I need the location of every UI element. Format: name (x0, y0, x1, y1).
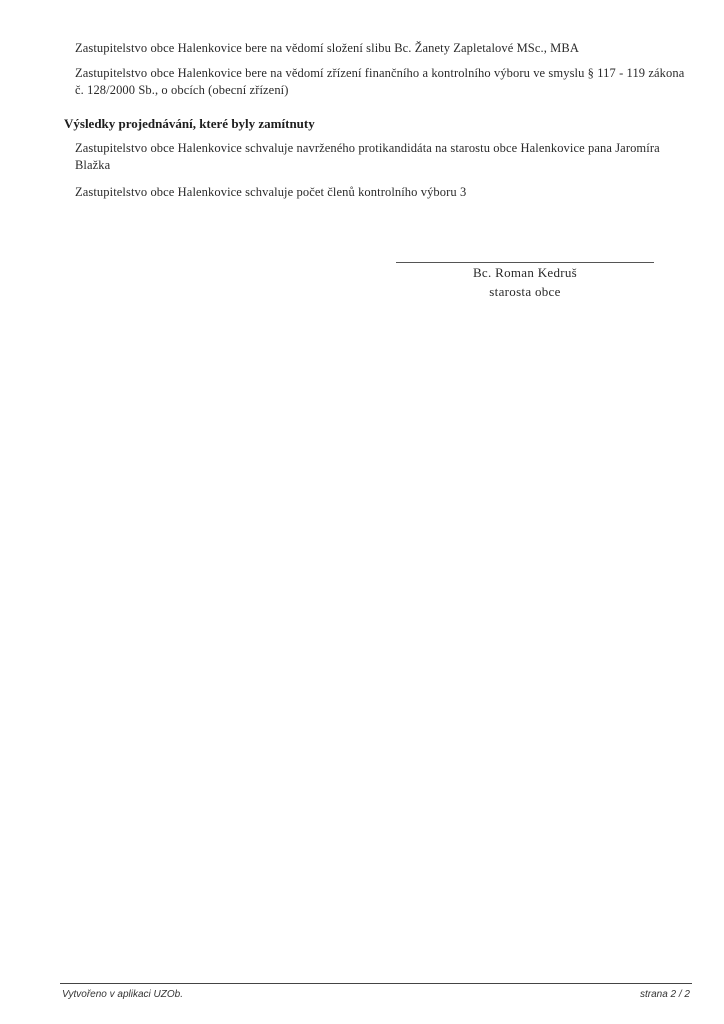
resolution-text: Zastupitelstvo obce Halenkovice bere na vědomí složení slibu Bc. Žanety Zapletalové MSc., MBA (75, 41, 579, 55)
section-heading-rejected: Výsledky projednávání, které byly zamítnuty (64, 116, 315, 131)
signature-line (396, 262, 654, 263)
rejected-resolution-text: Zastupitelstvo obce Halenkovice schvaluje navrženého protikandidáta na starostu obce Halenkovice pana Jaromíra Blažka (75, 141, 660, 172)
footer-page-number: strana 2 / 2 (639, 989, 690, 1000)
footer-created-with: Vytvořeno v aplikaci UZOb. (62, 989, 183, 1000)
footer-divider (60, 983, 692, 984)
signatory-role: starosta obce (489, 284, 561, 299)
signatory-name: Bc. Roman Kedruš (472, 265, 578, 280)
resolution-text: Zastupitelstvo obce Halenkovice bere na vědomí zřízení finančního a kontrolního výboru ve smyslu § 117 - 119 zákona č. 128/2000 Sb., o obcích (obecní zřízení) (75, 66, 685, 97)
rejected-resolution-text: Zastupitelstvo obce Halenkovice schvaluje počet členů kontrolního výboru 3 (75, 185, 467, 199)
